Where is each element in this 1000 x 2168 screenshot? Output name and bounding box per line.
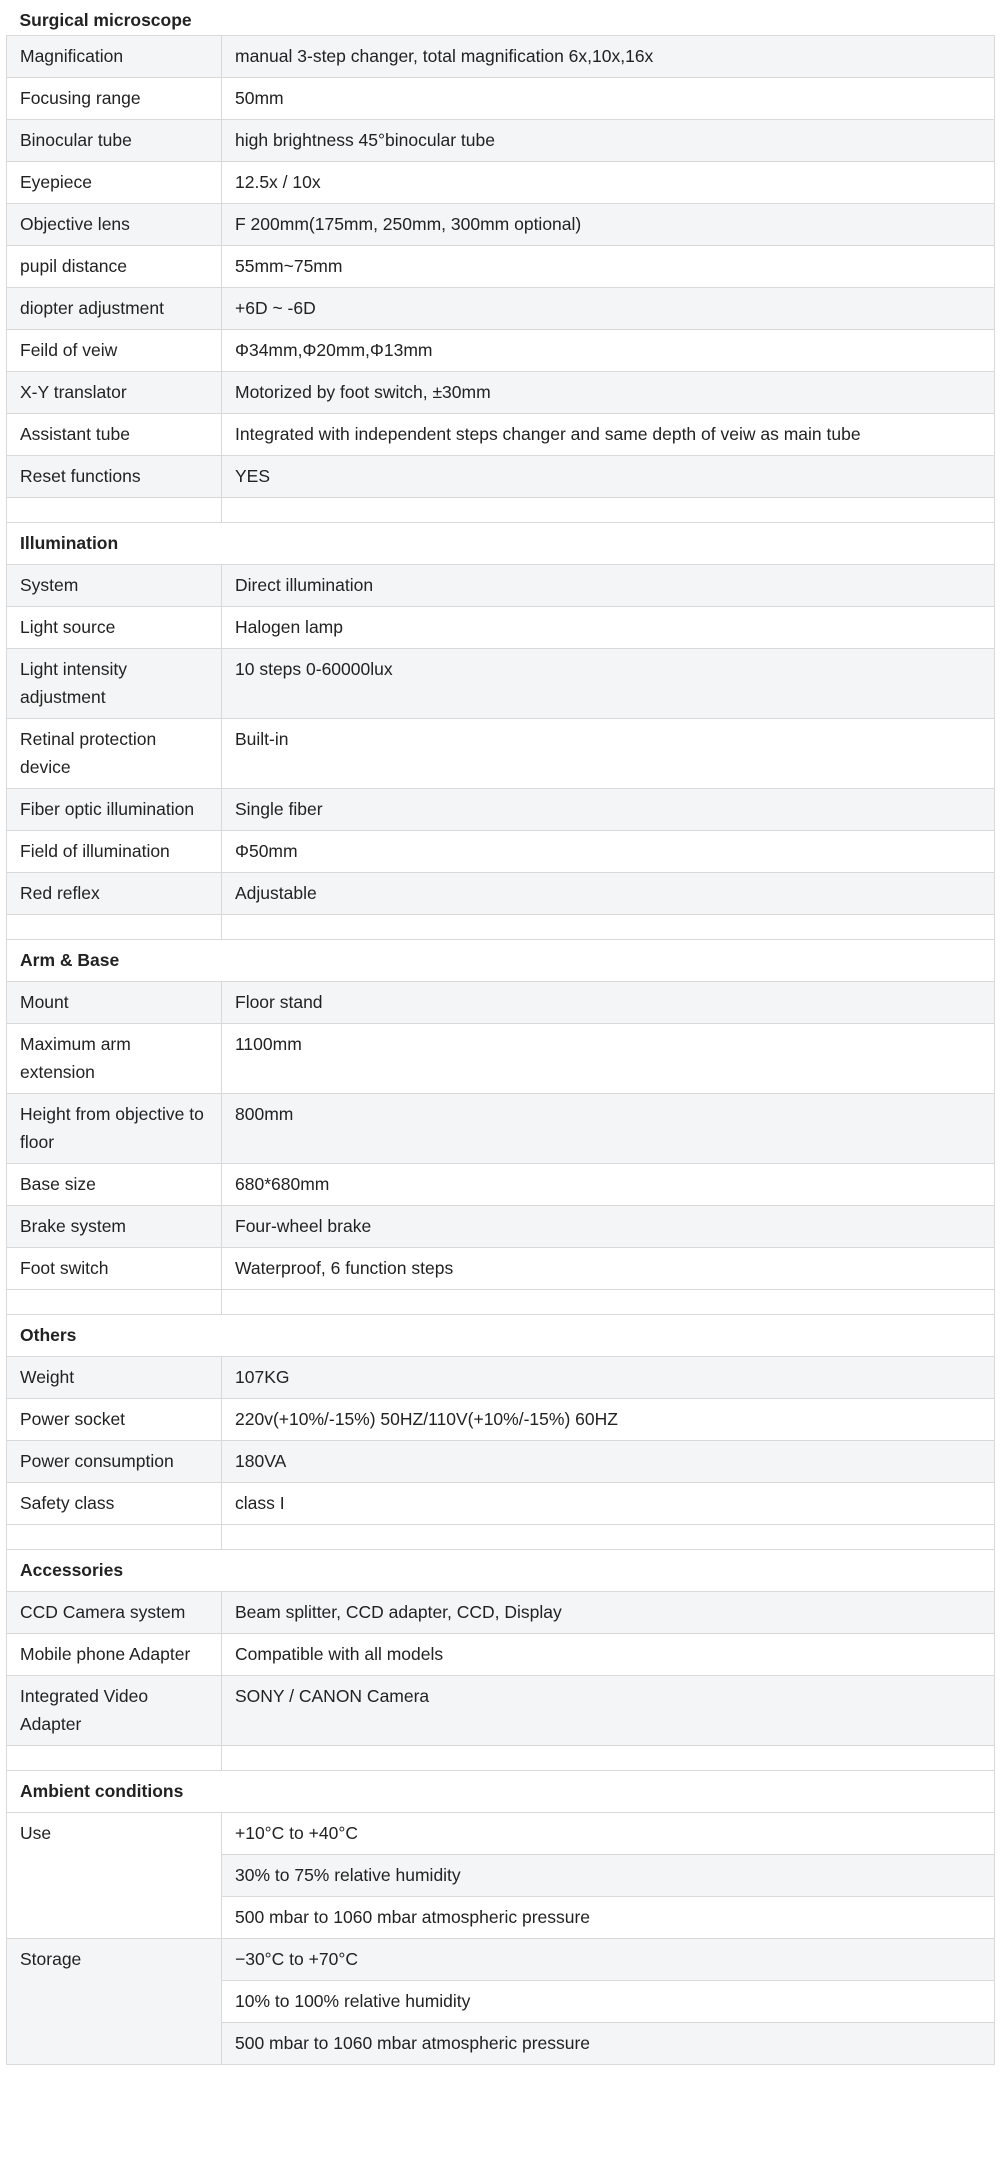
spec-value: Beam splitter, CCD adapter, CCD, Display (222, 1592, 995, 1634)
spacer-row (7, 915, 995, 940)
spec-value: 500 mbar to 1060 mbar atmospheric pressure (222, 2023, 995, 2065)
section-header-ambient-conditions (7, 1771, 995, 1813)
spec-label: Mobile phone Adapter (7, 1634, 222, 1676)
section-title: Others (7, 1315, 995, 1357)
spec-value: Four-wheel brake (222, 1206, 995, 1248)
spec-label: Objective lens (7, 204, 222, 246)
table-row (7, 1813, 995, 1855)
spec-value: high brightness 45°binocular tube (222, 120, 995, 162)
spec-label: Feild of veiw (7, 330, 222, 372)
section-header-illumination (7, 523, 995, 565)
spec-value: 10% to 100% relative humidity (222, 1981, 995, 2023)
spec-label: Base size (7, 1164, 222, 1206)
spec-label: Reset functions (7, 456, 222, 498)
spec-label: Safety class (7, 1483, 222, 1525)
section-title: Illumination (7, 523, 995, 565)
table-row (7, 414, 995, 456)
spec-value: SONY / CANON Camera (222, 1676, 995, 1746)
spec-table (6, 4, 995, 2065)
spec-value: YES (222, 456, 995, 498)
spec-value: Motorized by foot switch, ±30mm (222, 372, 995, 414)
table-row (7, 1248, 995, 1290)
spec-label: Foot switch (7, 1248, 222, 1290)
spec-label: Light intensity adjustment (7, 649, 222, 719)
table-row (7, 982, 995, 1024)
table-row (7, 1357, 995, 1399)
spec-value: manual 3-step changer, total magnification 6x,10x,16x (222, 36, 995, 78)
spec-value: Φ50mm (222, 831, 995, 873)
title-row (7, 4, 995, 36)
table-row (7, 1399, 995, 1441)
spec-label: Assistant tube (7, 414, 222, 456)
table-row (7, 288, 995, 330)
table-row (7, 649, 995, 719)
spec-value: Integrated with independent steps changer and same depth of veiw as main tube (222, 414, 995, 456)
spec-label: Light source (7, 607, 222, 649)
spec-value: Adjustable (222, 873, 995, 915)
spec-label: Magnification (7, 36, 222, 78)
storage-label: Storage (7, 1939, 222, 2065)
table-title: Surgical microscope (7, 4, 995, 36)
table-row (7, 607, 995, 649)
table-row (7, 873, 995, 915)
table-row (7, 1441, 995, 1483)
spec-label: diopter adjustment (7, 288, 222, 330)
spec-label: Height from objective to floor (7, 1094, 222, 1164)
spec-value: Direct illumination (222, 565, 995, 607)
spec-label: Maximum arm extension (7, 1024, 222, 1094)
table-row (7, 565, 995, 607)
spec-label: Focusing range (7, 78, 222, 120)
spec-value: 180VA (222, 1441, 995, 1483)
table-row (7, 1483, 995, 1525)
spec-value: Φ34mm,Φ20mm,Φ13mm (222, 330, 995, 372)
section-title: Ambient conditions (7, 1771, 995, 1813)
table-row (7, 1939, 995, 1981)
spec-value: 30% to 75% relative humidity (222, 1855, 995, 1897)
table-row (7, 162, 995, 204)
table-row (7, 456, 995, 498)
spec-label: CCD Camera system (7, 1592, 222, 1634)
spec-label: Weight (7, 1357, 222, 1399)
spec-value: Halogen lamp (222, 607, 995, 649)
spec-label: pupil distance (7, 246, 222, 288)
table-row (7, 1094, 995, 1164)
spec-value: 220v(+10%/-15%) 50HZ/110V(+10%/-15%) 60HZ (222, 1399, 995, 1441)
table-row (7, 330, 995, 372)
table-row (7, 719, 995, 789)
spec-value: Built-in (222, 719, 995, 789)
spec-value: −30°C to +70°C (222, 1939, 995, 1981)
spec-label: Eyepiece (7, 162, 222, 204)
section-header-arm-base (7, 940, 995, 982)
table-row (7, 1634, 995, 1676)
spec-value: 1100mm (222, 1024, 995, 1094)
section-title: Arm & Base (7, 940, 995, 982)
section-title: Accessories (7, 1550, 995, 1592)
spec-label: Mount (7, 982, 222, 1024)
spec-value: 50mm (222, 78, 995, 120)
table-row (7, 120, 995, 162)
table-row (7, 372, 995, 414)
spec-label: Binocular tube (7, 120, 222, 162)
spec-value: class I (222, 1483, 995, 1525)
table-row (7, 78, 995, 120)
table-row (7, 1164, 995, 1206)
spec-value: Floor stand (222, 982, 995, 1024)
table-row (7, 831, 995, 873)
spec-value: Single fiber (222, 789, 995, 831)
table-row (7, 204, 995, 246)
spec-label: X-Y translator (7, 372, 222, 414)
section-header-accessories (7, 1550, 995, 1592)
table-row (7, 1024, 995, 1094)
spec-value: Compatible with all models (222, 1634, 995, 1676)
table-row (7, 1592, 995, 1634)
spec-label: Field of illumination (7, 831, 222, 873)
use-label: Use (7, 1813, 222, 1939)
spacer-row (7, 1525, 995, 1550)
spec-label: Brake system (7, 1206, 222, 1248)
table-row (7, 1206, 995, 1248)
table-row (7, 36, 995, 78)
spec-value: Waterproof, 6 function steps (222, 1248, 995, 1290)
spec-label: System (7, 565, 222, 607)
spec-value: 107KG (222, 1357, 995, 1399)
spacer-row (7, 1290, 995, 1315)
table-row (7, 1676, 995, 1746)
spec-value: 800mm (222, 1094, 995, 1164)
spec-label: Red reflex (7, 873, 222, 915)
spec-value: 12.5x / 10x (222, 162, 995, 204)
spec-value: 500 mbar to 1060 mbar atmospheric pressure (222, 1897, 995, 1939)
spec-value: +10°C to +40°C (222, 1813, 995, 1855)
spec-value: +6D ~ -6D (222, 288, 995, 330)
section-header-others (7, 1315, 995, 1357)
spec-label: Power consumption (7, 1441, 222, 1483)
spec-label: Retinal protection device (7, 719, 222, 789)
spacer-row (7, 1746, 995, 1771)
spec-value: 10 steps 0-60000lux (222, 649, 995, 719)
table-row (7, 246, 995, 288)
spec-label: Integrated Video Adapter (7, 1676, 222, 1746)
spec-label: Fiber optic illumination (7, 789, 222, 831)
table-row (7, 789, 995, 831)
spec-value: 55mm~75mm (222, 246, 995, 288)
spec-label: Power socket (7, 1399, 222, 1441)
spacer-row (7, 498, 995, 523)
spec-value: 680*680mm (222, 1164, 995, 1206)
spec-value: F 200mm(175mm, 250mm, 300mm optional) (222, 204, 995, 246)
